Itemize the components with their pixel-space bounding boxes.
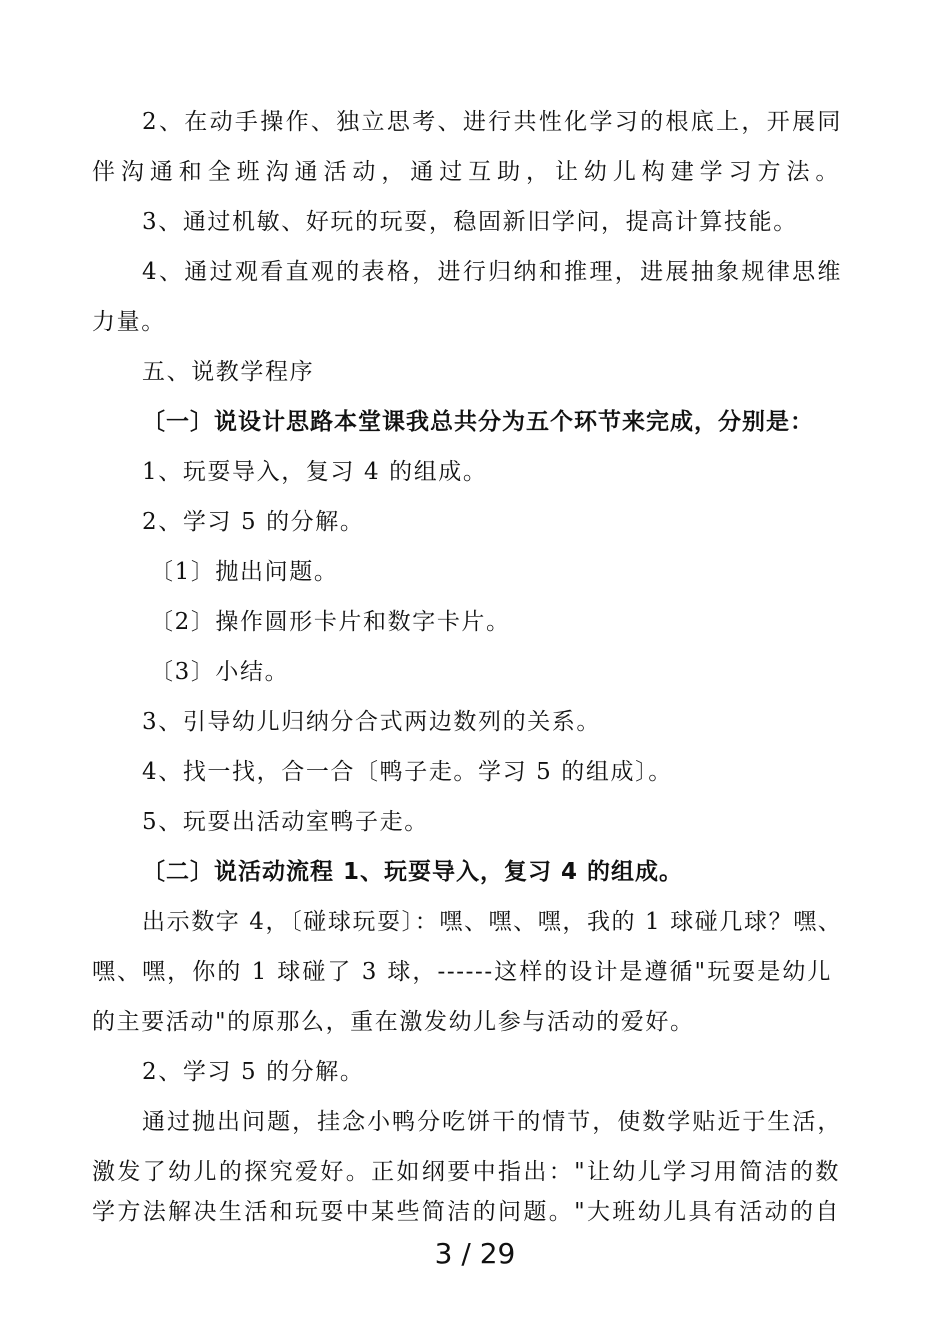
subsection-heading: 〔二〕说活动流程 1、玩耍导入，复习 4 的组成。: [142, 859, 684, 885]
list-item: 3、引导幼儿归纳分合式两边数列的关系。: [142, 709, 602, 735]
paragraph-line: 伴沟通和全班沟通活动，通过互助，让幼儿构建学习方法。: [92, 159, 840, 185]
list-item: 4、找一找，合一合〔鸭子走。学习 5 的组成〕。: [142, 759, 673, 785]
paragraph-line: 出示数字 4，〔碰球玩耍〕：嘿、嘿、嘿，我的 1 球碰几球？嘿、: [142, 909, 843, 935]
list-subitem: 〔2〕操作圆形卡片和数字卡片。: [150, 609, 511, 635]
paragraph-line: 4、通过观看直观的表格，进行归纳和推理，进展抽象规律思维: [142, 259, 842, 285]
paragraph-line: 3、通过机敏、好玩的玩耍，稳固新旧学问，提高计算技能。: [142, 209, 798, 235]
list-subitem: 〔3〕小结。: [150, 659, 290, 685]
page-number: 3 / 29: [434, 1237, 516, 1270]
paragraph-line: 激发了幼儿的探究爱好。正如纲要中指出："让幼儿学习用简洁的数: [92, 1159, 840, 1185]
list-item: 2、学习 5 的分解。: [142, 1059, 365, 1085]
list-item: 1、玩耍导入，复习 4 的组成。: [142, 459, 488, 485]
paragraph-line: 力量。: [92, 309, 166, 335]
list-subitem: 〔1〕抛出问题。: [150, 559, 339, 585]
paragraph-line: 2、在动手操作、独立思考、进行共性化学习的根底上，开展同: [142, 109, 842, 135]
paragraph-line: 的主要活动"的原那么，重在激发幼儿参与活动的爱好。: [92, 1009, 695, 1035]
subsection-heading: 〔一〕说设计思路本堂课我总共分为五个环节来完成，分别是：: [142, 409, 814, 435]
list-item: 2、学习 5 的分解。: [142, 509, 365, 535]
paragraph-line: 通过抛出问题，挂念小鸭分吃饼干的情节，使数学贴近于生活，: [142, 1109, 842, 1135]
paragraph-line: 学方法解决生活和玩耍中某些简洁的问题。"大班幼儿具有活动的自: [92, 1199, 840, 1225]
list-item: 5、玩耍出活动室鸭子走。: [142, 809, 429, 835]
section-heading: 五、说教学程序: [142, 359, 315, 385]
paragraph-line: 嘿、嘿，你的 1 球碰了 3 球，------这样的设计是遵循"玩耍是幼儿: [92, 959, 832, 985]
